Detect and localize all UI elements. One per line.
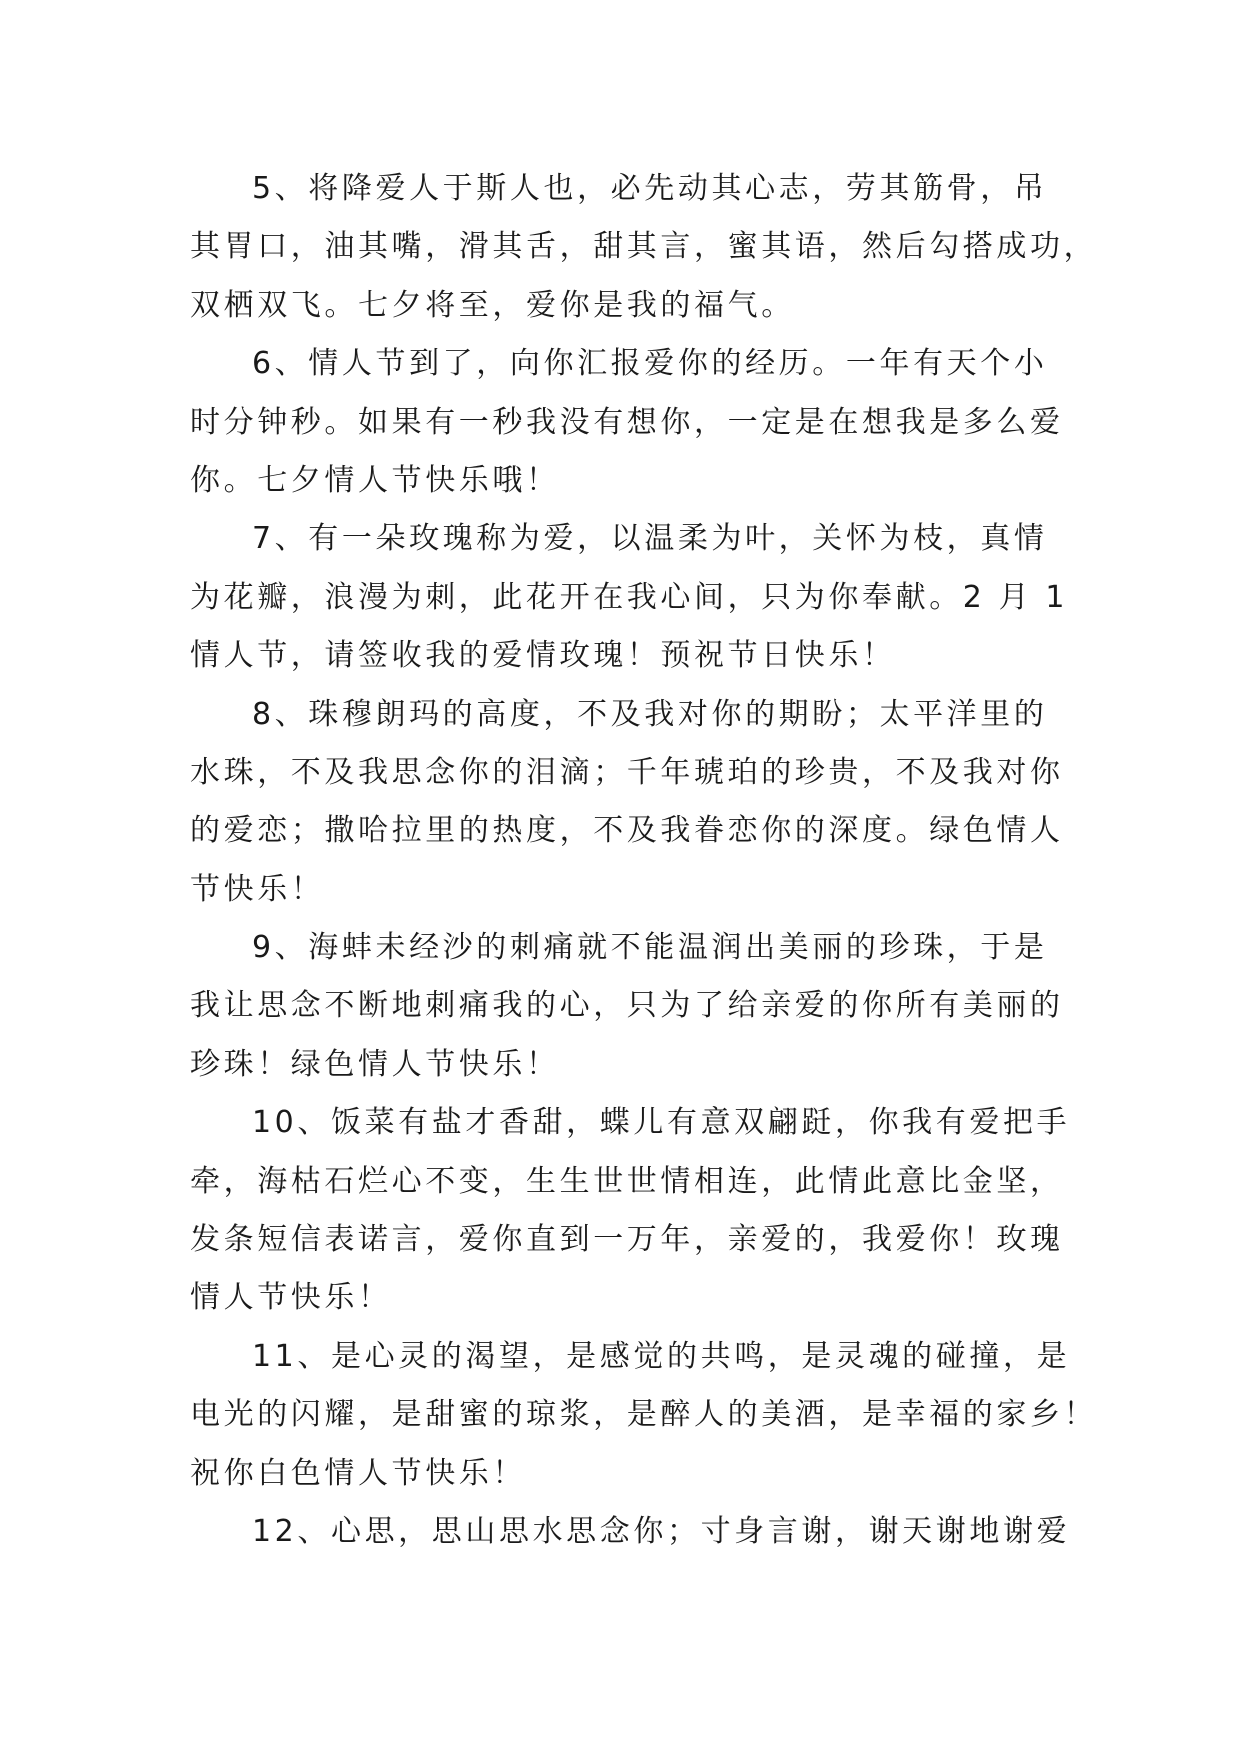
text-line: 情人节快乐！ — [190, 1280, 392, 1316]
text-line: 情人节，请签收我的爱情玫瑰！预祝节日快乐！ — [190, 638, 896, 674]
text-line: 5、将降爱人于斯人也，必先动其心志，劳其筋骨，吊 — [252, 171, 1048, 206]
document-body — [190, 160, 1098, 1561]
text-line: 11、是心灵的渴望，是感觉的共鸣，是灵魂的碰撞，是 — [252, 1338, 1071, 1374]
text-line: 你。七夕情人节快乐哦！ — [190, 462, 560, 498]
text-line: 为花瓣，浪漫为刺，此花开在我心间，只为你奉献。2 月 1 — [190, 579, 1069, 615]
text-line: 其胃口，油其嘴，滑其舌，甜其言，蜜其语，然后勾搭成功， — [190, 229, 1098, 265]
paragraph-8 — [190, 686, 1064, 920]
text-line: 12、心思，思山思水思念你；寸身言谢，谢天谢地谢爱 — [252, 1513, 1071, 1549]
text-line: 水珠，不及我思念你的泪滴；千年琥珀的珍贵，不及我对你 — [190, 754, 1064, 790]
paragraph-9 — [190, 919, 1064, 1094]
text-line: 8、珠穆朗玛的高度，不及我对你的期盼；太平洋里的 — [252, 696, 1048, 732]
paragraph-5 — [190, 160, 1098, 335]
paragraph-11 — [190, 1328, 1098, 1503]
text-line: 7、有一朵玫瑰称为爱，以温柔为叶，关怀为枝，真情 — [252, 521, 1048, 557]
paragraph-12 — [190, 1503, 1071, 1561]
text-line: 电光的闪耀，是甜蜜的琼浆，是醉人的美酒，是幸福的家乡！ — [190, 1397, 1098, 1433]
text-line: 9、海蚌未经沙的刺痛就不能温润出美丽的珍珠，于是 — [252, 930, 1048, 966]
text-line: 双栖双飞。七夕将至，爱你是我的福气。 — [190, 287, 795, 323]
text-line: 珍珠！绿色情人节快乐！ — [190, 1046, 560, 1082]
text-line: 牵，海枯石烂心不变，生生世世情相连，此情此意比金坚， — [190, 1163, 1064, 1199]
text-line: 节快乐！ — [190, 871, 325, 907]
paragraph-6 — [190, 335, 1064, 510]
text-line: 时分钟秒。如果有一秒我没有想你，一定是在想我是多么爱 — [190, 404, 1064, 440]
paragraph-7 — [190, 510, 1069, 685]
text-line: 10、饭菜有盐才香甜，蝶儿有意双翩跹，你我有爱把手 — [252, 1105, 1071, 1141]
text-line: 祝你白色情人节快乐！ — [190, 1455, 526, 1491]
text-line: 我让思念不断地刺痛我的心，只为了给亲爱的你所有美丽的 — [190, 988, 1064, 1024]
paragraph-10 — [190, 1094, 1071, 1328]
text-line: 6、情人节到了，向你汇报爱你的经历。一年有天个小 — [252, 346, 1048, 382]
text-line: 发条短信表诺言，爱你直到一万年，亲爱的，我爱你！玫瑰 — [190, 1222, 1064, 1258]
text-line: 的爱恋；撒哈拉里的热度，不及我眷恋你的深度。绿色情人 — [190, 813, 1064, 849]
